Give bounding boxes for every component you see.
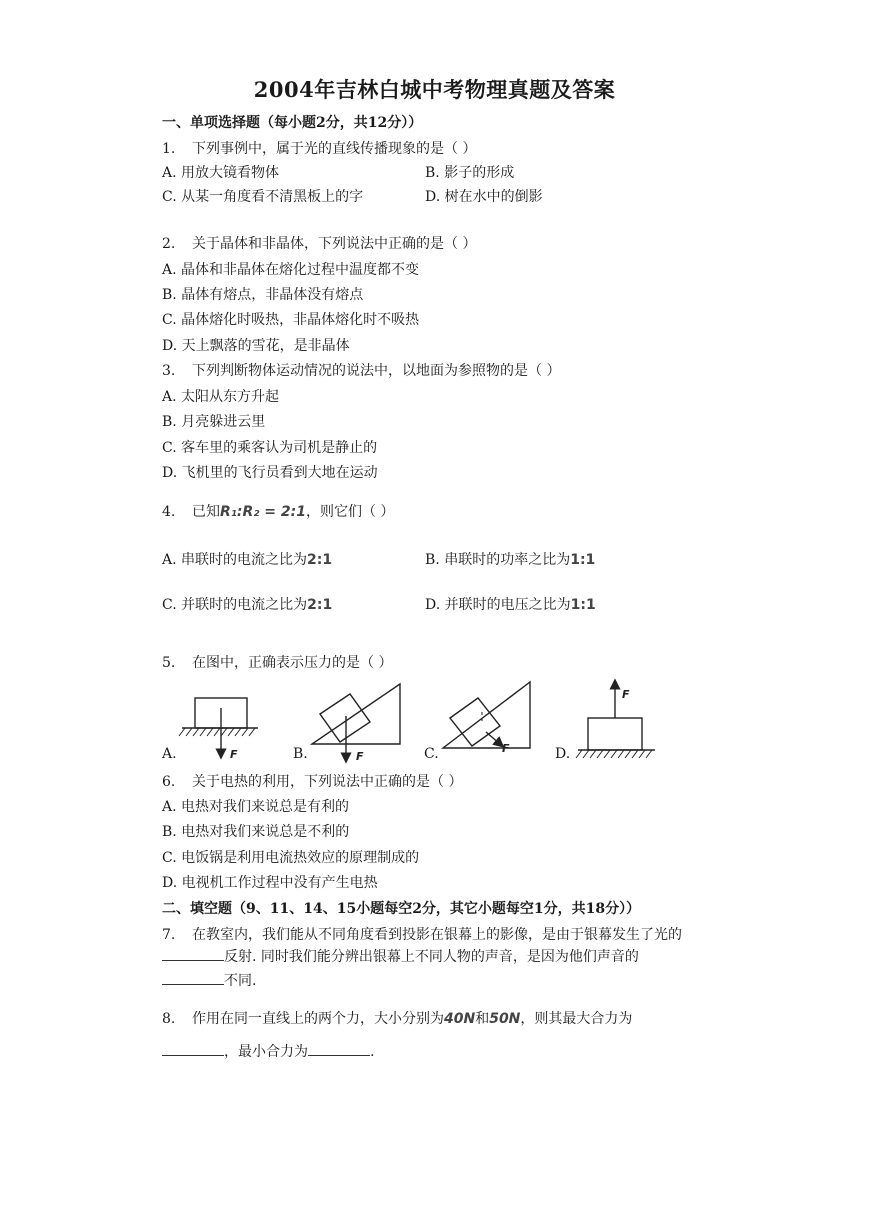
option-text: C. 并联时的电流之比为 [162, 597, 308, 613]
question-text: . [370, 1044, 375, 1060]
q3-option-d: D. 飞机里的飞行员看到大地在运动 [162, 465, 378, 481]
q6-option-a: A. 电热对我们来说总是有利的 [162, 799, 350, 815]
question-text: 不同. [224, 973, 257, 989]
figure-a [179, 698, 258, 754]
force-value-1: 40N [444, 1011, 476, 1027]
q1-option-c: C. 从某一角度看不清黑板上的字 [162, 189, 364, 205]
question-6 [162, 773, 462, 791]
question-number: 3. [162, 363, 176, 379]
resistance-ratio-formula: R₁:R₂ = 2:1 [220, 504, 306, 520]
question-number: 7. [162, 927, 176, 943]
force-label-a: F [230, 748, 238, 761]
question-text: 作用在同一直线上的两个力，大小分别为 [192, 1011, 444, 1027]
force-label-c: F [502, 742, 510, 755]
page-title: 2004年吉林白城中考物理真题及答案 [253, 77, 616, 102]
block-d [588, 718, 642, 750]
question-number: 1. [162, 141, 176, 157]
option-text: D. 并联时的电压之比为 [425, 597, 571, 613]
question-text: ，最小合力为 [224, 1044, 308, 1060]
question-8-line-2 [162, 1043, 374, 1061]
question-text: 反射. 同时我们能分辨出银幕上不同人物的声音，是因为他们声音的 [224, 949, 639, 965]
q1-option-b: B. 影子的形成 [425, 165, 515, 181]
question-number: 2. [162, 236, 176, 252]
q6-option-b: B. 电热对我们来说总是不利的 [162, 824, 350, 840]
figure-c [443, 682, 530, 748]
q2-option-c: C. 晶体熔化时吸热，非晶体熔化时不吸热 [162, 312, 420, 328]
q2-option-d: D. 天上飘落的雪花，是非晶体 [162, 338, 350, 354]
incline-c [443, 682, 530, 748]
question-7 [162, 926, 682, 944]
figure-label-c: C. [424, 746, 439, 762]
question-text: 下列判断物体运动情况的说法中，以地面为参照物的是（ ） [192, 363, 561, 379]
question-8 [162, 1010, 632, 1028]
answer-blank[interactable] [162, 948, 224, 961]
force-value-2: 50N [489, 1011, 521, 1027]
force-arrow-c [486, 732, 500, 744]
ratio-value: 2:1 [307, 552, 333, 568]
question-text: 关于电热的利用，下列说法中正确的是（ ） [192, 774, 463, 790]
question-number: 6. [162, 774, 176, 790]
question-text-post: ，则它们（ ） [305, 504, 395, 520]
question-1 [162, 140, 476, 158]
question-7-line-2 [162, 948, 639, 966]
q4-option-b [425, 551, 595, 569]
question-text: 在教室内，我们能从不同角度看到投影在银幕上的影像，是由于银幕发生了光的 [192, 927, 682, 943]
q4-option-a [162, 551, 332, 569]
question-2 [162, 235, 476, 253]
answer-blank[interactable] [162, 1043, 224, 1056]
question-text: 下列事例中，属于光的直线传播现象的是（ ） [192, 141, 477, 157]
q2-option-a: A. 晶体和非晶体在熔化过程中温度都不变 [162, 262, 420, 278]
q1-option-a: A. 用放大镜看物体 [162, 165, 280, 181]
block-b [320, 694, 370, 742]
figure-label-a: A. [162, 746, 177, 762]
question-5 [162, 654, 392, 672]
section-heading-choice: 一、单项选择题（每小题2分，共12分）） [162, 115, 423, 131]
force-label-d: F [622, 688, 630, 701]
figure-d [576, 684, 655, 758]
option-text: B. 串联时的功率之比为 [425, 552, 571, 568]
question-text: 和 [475, 1011, 490, 1027]
ratio-value: 2:1 [307, 597, 333, 613]
answer-blank[interactable] [308, 1043, 370, 1056]
force-label-b: F [356, 750, 364, 763]
q4-option-c [162, 596, 332, 614]
q3-option-c: C. 客车里的乘客认为司机是静止的 [162, 440, 378, 456]
option-text: A. 串联时的电流之比为 [162, 552, 308, 568]
q1-option-d: D. 树在水中的倒影 [425, 189, 543, 205]
question-number: 5. [162, 655, 176, 671]
ratio-value: 1:1 [570, 552, 596, 568]
question-text: ，则其最大合力为 [520, 1011, 633, 1027]
pressure-force-figures [160, 676, 660, 768]
question-3 [162, 362, 560, 380]
question-text-pre: 已知 [192, 504, 220, 520]
answer-blank[interactable] [162, 972, 224, 985]
q3-option-a: A. 太阳从东方升起 [162, 389, 280, 405]
question-number: 8. [162, 1011, 176, 1027]
ratio-value: 1:1 [570, 597, 596, 613]
figure-label-d: D. [555, 746, 571, 762]
question-7-line-3 [162, 972, 256, 990]
question-text: 关于晶体和非晶体，下列说法中正确的是（ ） [192, 236, 477, 252]
question-4 [162, 503, 394, 521]
q4-option-d [425, 596, 596, 614]
figure-b [312, 684, 400, 758]
q6-option-d: D. 电视机工作过程中没有产生电热 [162, 875, 378, 891]
incline-b [312, 684, 400, 744]
block-c [450, 698, 500, 746]
question-number: 4. [162, 504, 176, 520]
q3-option-b: B. 月亮躲进云里 [162, 414, 266, 430]
q6-option-c: C. 电饭锅是利用电流热效应的原理制成的 [162, 850, 420, 866]
question-text: 在图中，正确表示压力的是（ ） [192, 655, 393, 671]
figure-label-b: B. [293, 746, 308, 762]
q2-option-b: B. 晶体有熔点，非晶体没有熔点 [162, 287, 364, 303]
section-heading-fill: 二、填空题（9、11、14、15小题每空2分，其它小题每空1分，共18分）） [162, 901, 641, 917]
